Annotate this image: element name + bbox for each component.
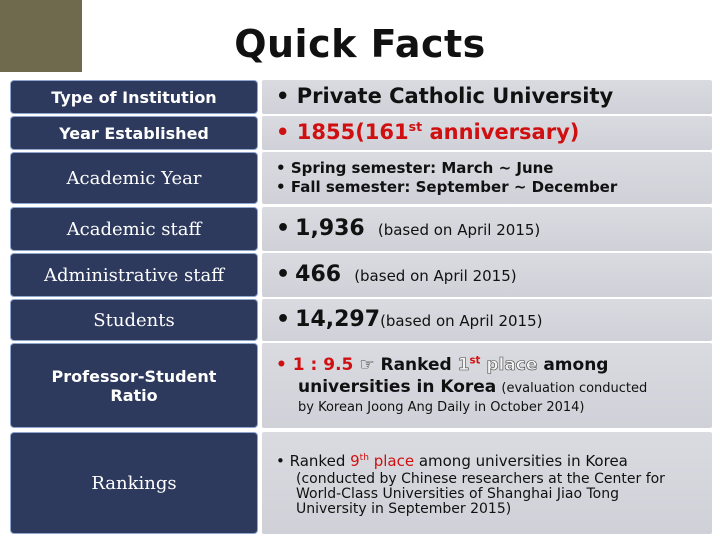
row-rankings xyxy=(10,432,712,534)
value-admin-staff xyxy=(262,253,712,297)
value-students xyxy=(262,299,712,341)
bullet: • xyxy=(276,84,290,108)
admin-staff-note: (based on April 2015) xyxy=(354,267,517,285)
rank-rest: among universities in Korea xyxy=(418,452,628,470)
anniversary-text: anniversary) xyxy=(422,120,580,144)
academic-staff-note: (based on April 2015) xyxy=(377,221,541,239)
ranked-label: Ranked xyxy=(380,355,452,375)
ratio-note2: by Korean Joong Ang Daily in October 2014) xyxy=(298,400,585,415)
place-suffix: st xyxy=(469,355,481,367)
bullet: • xyxy=(276,452,285,470)
rankings-note3: University in September 2015) xyxy=(296,501,512,517)
value-academic-staff xyxy=(262,207,712,251)
label-established: Year Established xyxy=(10,116,258,150)
value-academic-year xyxy=(262,152,712,204)
ordinal-suffix: st xyxy=(408,119,423,134)
value-ratio xyxy=(262,343,712,428)
label-rankings: Rankings xyxy=(10,432,258,534)
bullet: • xyxy=(276,159,286,177)
among-word: among xyxy=(543,355,609,375)
row-ratio xyxy=(10,343,712,428)
value-rankings xyxy=(262,432,712,534)
label-students: Students xyxy=(10,299,258,341)
value-established xyxy=(262,116,712,150)
row-institution xyxy=(10,80,712,114)
ranked-label: Ranked xyxy=(289,452,346,470)
label-academic-staff: Academic staff xyxy=(10,207,258,251)
label-institution: Type of Institution xyxy=(10,80,258,114)
spring-semester: Spring semester: March ~ June xyxy=(290,159,554,177)
bullet: • xyxy=(276,216,291,241)
rankings-note1: (conducted by Chinese researchers at the Center for xyxy=(296,471,665,487)
row-academic-year xyxy=(10,152,712,204)
academic-staff-count: 1,936 xyxy=(295,216,365,241)
rank-suffix: th xyxy=(359,453,369,463)
rank-place: place xyxy=(373,452,415,470)
admin-staff-count: 466 xyxy=(295,262,342,287)
row-students xyxy=(10,299,712,341)
students-note: (based on April 2015) xyxy=(380,312,543,330)
place-number: 1 xyxy=(457,355,470,375)
established-year: 1855(161 xyxy=(296,120,409,144)
bullet: • xyxy=(276,178,286,196)
label-ratio-line2: Ratio xyxy=(110,385,158,405)
ratio-note1: (evaluation conducted xyxy=(501,381,648,396)
label-ratio-line1: Professor-Student xyxy=(51,366,217,386)
ratio-line2: universities in Korea xyxy=(298,377,497,397)
value-institution xyxy=(262,80,712,114)
bullet: • xyxy=(276,120,290,144)
students-count: 14,297 xyxy=(295,307,381,332)
label-ratio xyxy=(10,343,258,428)
page-title: Quick Facts xyxy=(234,22,486,66)
row-admin-staff xyxy=(10,253,712,297)
rankings-note2: World-Class Universities of Shanghai Jiao Tong xyxy=(296,486,619,502)
label-admin-staff: Administrative staff xyxy=(10,253,258,297)
institution-type: Private Catholic University xyxy=(296,84,614,108)
bullet: • xyxy=(276,262,291,287)
place-word: place xyxy=(486,355,538,375)
rank-number: 9 xyxy=(350,452,360,470)
fall-semester: Fall semester: September ~ December xyxy=(290,178,618,196)
row-academic-staff xyxy=(10,207,712,251)
row-established xyxy=(10,116,712,150)
label-academic-year: Academic Year xyxy=(10,152,258,204)
bullet: • xyxy=(276,355,287,375)
bullet: • xyxy=(276,307,291,332)
ratio-value: 1 : 9.5 xyxy=(292,355,354,375)
pointing-hand-icon: ☞ xyxy=(359,355,375,375)
